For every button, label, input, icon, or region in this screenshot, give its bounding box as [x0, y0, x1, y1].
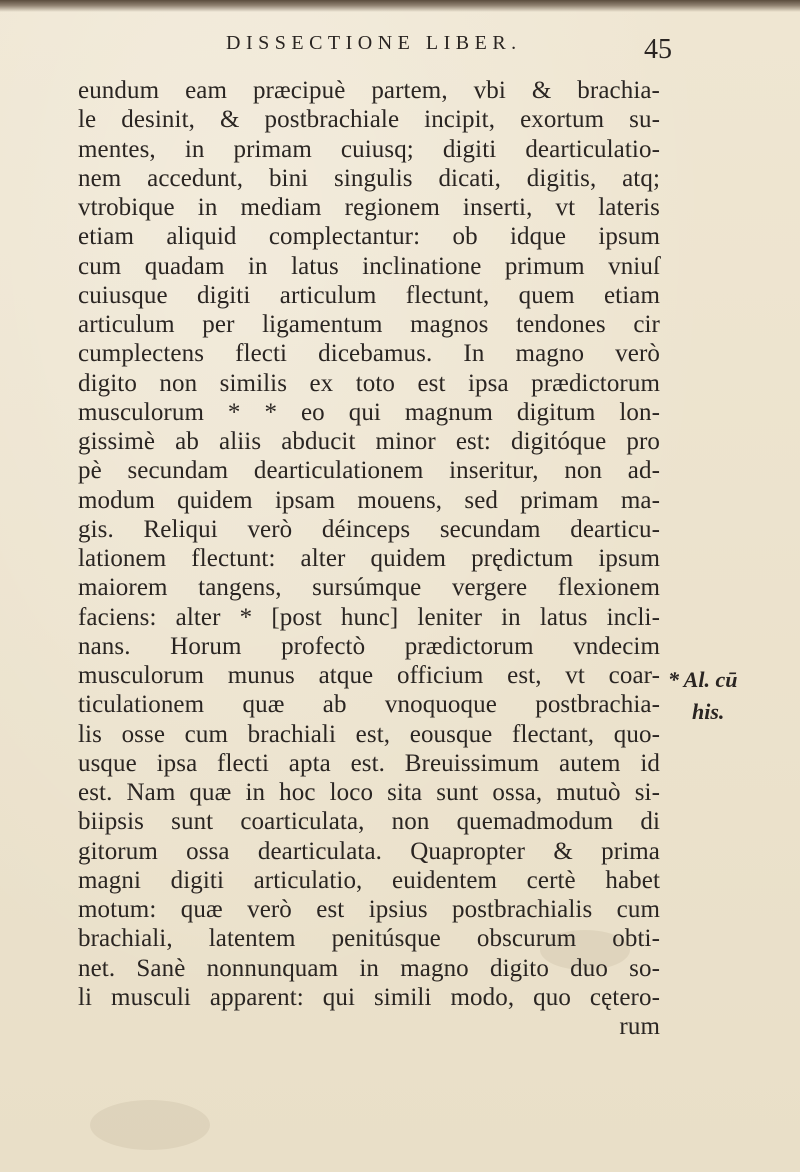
paper-stain — [90, 1100, 210, 1150]
text-line: digito non similis ex toto est ipsa prædictorum — [78, 369, 660, 397]
text-line: vtrobique in mediam regionem inserti, vt lateris — [78, 194, 660, 221]
marginal-note-line: his. — [692, 699, 725, 724]
text-line: nem accedunt, bini singulis dicati, digitis, atq; — [78, 164, 660, 192]
text-line: est. Nam quæ in hoc loco sita sunt ossa, mutuò si- — [78, 779, 660, 806]
text-line: cum quadam in latus inclinatione primum vniuſ — [78, 252, 660, 280]
text-line: modum quidem ipsam mouens, sed primam ma- — [78, 486, 660, 514]
marginal-note-line: * Al. cū — [668, 667, 738, 692]
text-line: magni digiti articulatio, euidentem certè habet — [78, 866, 660, 894]
text-line: cumplectens flecti dicebamus. In magno verò — [78, 340, 660, 368]
catchword: rum — [619, 1013, 660, 1040]
body-text — [78, 76, 660, 1041]
text-line: cuiusque digiti articulum flectunt, quem etiam — [78, 281, 660, 309]
text-line: lis osse cum brachiali est, eousque flectant, quo- — [78, 720, 660, 748]
page-header — [0, 30, 800, 70]
text-line: pè secundam dearticulationem inseritur, non ad- — [78, 457, 660, 485]
text-line: faciens: alter * [post hunc] leniter in latus incli- — [78, 603, 660, 631]
text-line: biipsis sunt coarticulata, non quemadmodum di — [78, 808, 660, 836]
text-line: etiam aliquid complectantur: ob idque ipsum — [78, 223, 660, 251]
text-line: brachiali, latentem penitúsque obscurum obti- — [78, 925, 660, 953]
text-line: gis. Reliqui verò déinceps secundam dearticu- — [78, 515, 660, 543]
marginal-note — [668, 664, 778, 728]
text-line: li musculi apparent: qui simili modo, quo cętero- — [78, 983, 660, 1011]
page-top-edge-shadow — [0, 0, 800, 12]
text-line: le desinit, & postbrachiale incipit, exortum su- — [78, 106, 660, 134]
text-line: net. Sanè nonnunquam in magno digito duo so- — [78, 954, 660, 982]
text-line: articulum per ligamentum magnos tendones cir — [78, 311, 660, 338]
text-line: musculorum * * eo qui magnum digitum lon- — [78, 398, 660, 426]
text-line: mentes, in primam cuiusq; digiti dearticulatio- — [78, 135, 660, 163]
text-line: eundum eam præcipuè partem, vbi & brachia- — [78, 77, 660, 104]
text-line: usque ipsa flecti apta est. Breuissimum autem id — [78, 749, 660, 777]
text-line: nans. Horum profectò prædictorum vndecim — [78, 632, 660, 660]
text-line: maiorem tangens, sursúmque vergere flexionem — [78, 574, 660, 602]
running-head: DISSECTIONE LIBER. — [226, 32, 522, 54]
page-number: 45 — [644, 34, 672, 65]
text-line: ticulationem quæ ab vnoquoque postbrachia- — [78, 691, 660, 719]
text-line: lationem flectunt: alter quidem prędictum ipsum — [78, 545, 660, 572]
text-line: motum: quæ verò est ipsius postbrachialis cum — [78, 896, 660, 923]
text-line: musculorum munus atque officium est, vt coar- — [78, 662, 660, 689]
text-line: gitorum ossa dearticulata. Quapropter & prima — [78, 837, 660, 865]
text-line: gissimè ab aliis abducit minor est: digitóque pro — [78, 428, 660, 455]
